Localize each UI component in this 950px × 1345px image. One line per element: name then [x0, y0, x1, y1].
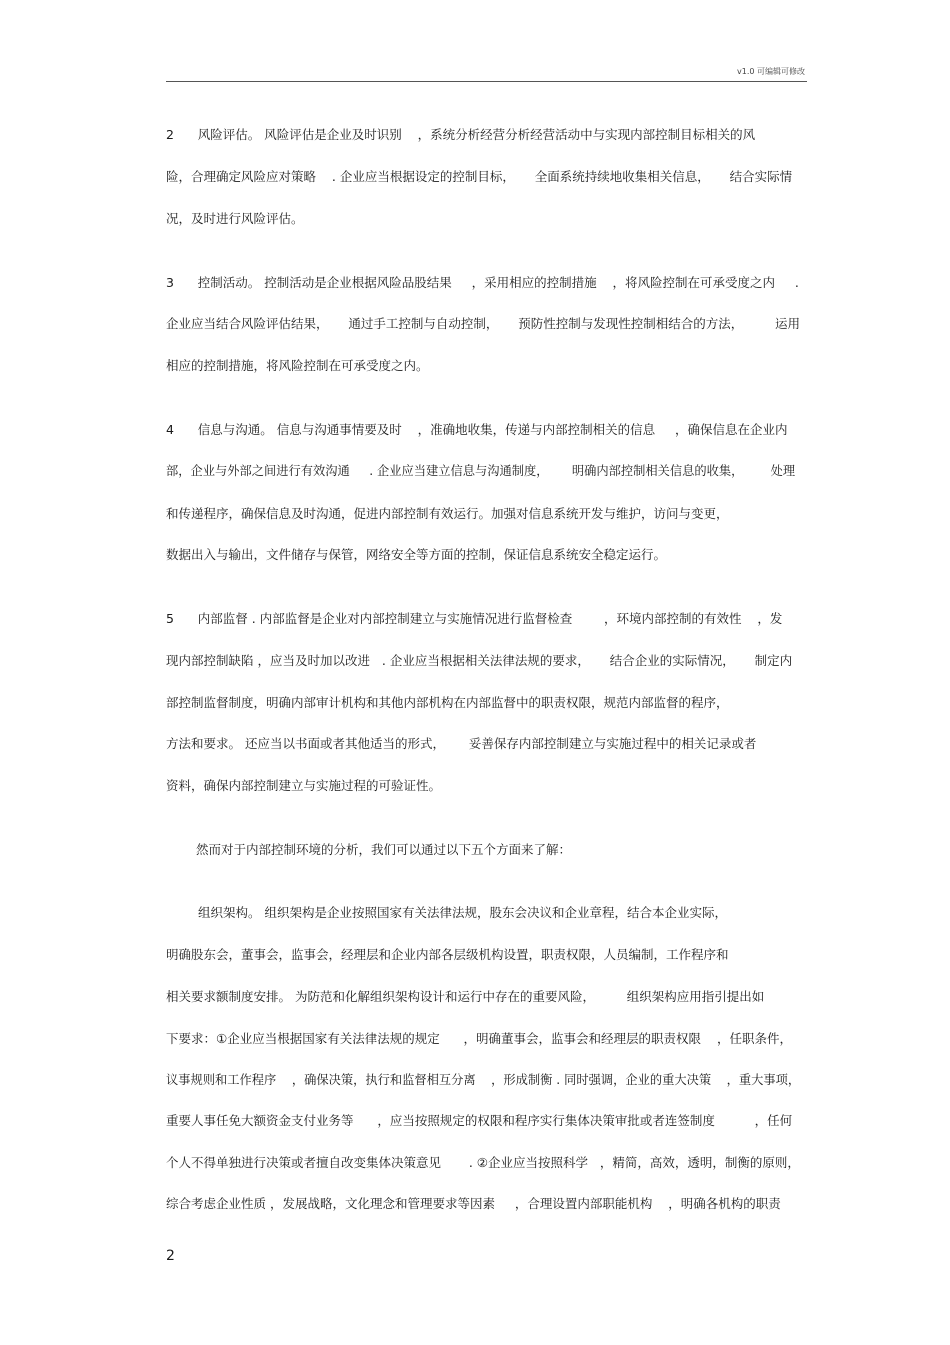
body-line: 企业应当结合风险评估结果， 通过手工控制与自动控制， 预防性控制与发现性控制相结合的方法， 运用	[166, 316, 801, 331]
body-line: 况，及时进行风险评估。	[166, 211, 304, 226]
body-line: 议事规则和工作程序 ，确保决策，执行和监督相互分离 ，形成制衡 . 同时强调，企业的重大决策 ，重大事项，	[166, 1073, 801, 1087]
body-line: 部控制监督制度，明确内部审计机构和其他内部机构在内部监督中的职责权限，规范内部监督的程序，	[166, 695, 729, 710]
header-rule	[166, 81, 807, 82]
body-line: 下要求：①企业应当根据国家有关法律法规的规定 ，明确董事会，监事会和经理层的职责权限 ，任职条件，	[166, 1031, 792, 1046]
body-line: 综合考虑企业性质 ，发展战略，文化理念和管理要求等因素 ，合理设置内部职能机构 ，明确各机构的职责	[166, 1196, 781, 1211]
body-line: 2 风险评估。 风险评估是企业及时识别 ，系统分析经营分析经营活动中与实现内部控制目标相关的风	[166, 127, 756, 142]
body-line: 明确股东会，董事会，监事会，经理层和企业内部各层级机构设置，职责权限，人员编制，工作程序和	[166, 947, 729, 962]
body-line: 和传递程序，确保信息及时沟通，促进内部控制有效运行。加强对信息系统开发与维护，访问与变更，	[166, 506, 729, 521]
body-line: 资料，确保内部控制建立与实施过程的可验证性。	[166, 778, 442, 793]
body-line: 部，企业与外部之间进行有效沟通 . 企业应当建立信息与沟通制度， 明确内部控制相关信息的收集， 处理	[166, 464, 796, 478]
body-line: 组织架构。 组织架构是企业按照国家有关法律法规，股东会决议和企业章程，结合本企业实际，	[198, 905, 727, 920]
body-line: 5 内部监督 . 内部监督是企业对内部控制建立与实施情况进行监督检查 ，环境内部控制的有效性 ，发	[166, 611, 783, 626]
body-line: 然而对于内部控制环境的分析，我们可以通过以下五个方面来了解：	[196, 842, 572, 857]
body-line: 现内部控制缺陷 ，应当及时加以改进 . 企业应当根据相关法律法规的要求， 结合企业的实际情况， 制定内	[166, 653, 793, 668]
body-line: 方法和要求。 还应当以书面或者其他适当的形式， 妥善保存内部控制建立与实施过程中的相关记录或者	[166, 736, 757, 751]
body-line: 数据出入与输出，文件储存与保管，网络安全等方面的控制，保证信息系统安全稳定运行。	[166, 547, 667, 562]
body-line: 相应的控制措施，将风险控制在可承受度之内。	[166, 358, 429, 373]
header-version-text: v1.0 可编辑可修改	[737, 67, 805, 76]
body-line: 3 控制活动。 控制活动是企业根据风险品股结果 ，采用相应的控制措施 ，将风险控制在可承受度之内 .	[166, 275, 799, 290]
page-number: 2	[166, 1248, 175, 1264]
body-line: 相关要求额制度安排。 为防范和化解组织架构设计和运行中存在的重要风险， 组织架构应用指引提出如	[166, 989, 765, 1004]
body-line: 4 信息与沟通。 信息与沟通事情要及时 ，准确地收集，传递与内部控制相关的信息 ，确保信息在企业内	[166, 422, 788, 437]
body-line: 个人不得单独进行决策或者擅自改变集体决策意见 . ②企业应当按照科学 ，精简，高效，透明，制衡的原则，	[166, 1155, 800, 1170]
body-line: 险，合理确定风险应对策略 . 企业应当根据设定的控制目标， 全面系统持续地收集相关信息， 结合实际情	[166, 169, 793, 184]
body-line: 重要人事任免大额资金支付业务等 ，应当按照规定的权限和程序实行集体决策审批或者连签制度 ，任何	[166, 1113, 793, 1128]
